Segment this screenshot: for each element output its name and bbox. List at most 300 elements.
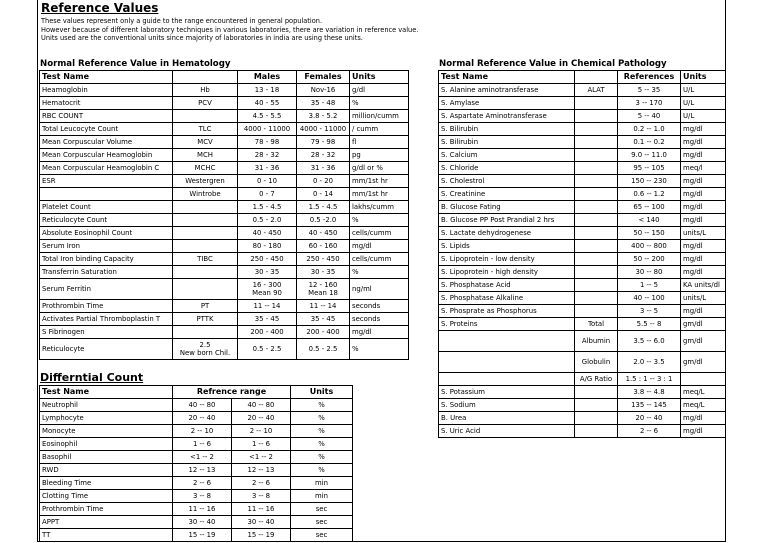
table-cell: meq/L <box>681 399 726 412</box>
table-cell: sec <box>291 516 353 529</box>
table-cell: S. Lipids <box>439 240 575 253</box>
table-cell: units/L <box>681 292 726 305</box>
table-cell: 5 -- 35 <box>618 84 681 97</box>
table-cell: Prothrombin Time <box>40 300 173 313</box>
table-cell: ALAT <box>575 84 618 97</box>
table-cell: 2.5 New born Chil. <box>173 339 238 360</box>
table-cell <box>575 162 618 175</box>
table-cell: ng/ml <box>350 279 409 300</box>
table-cell: Monocyte <box>40 425 173 438</box>
table-cell: 3.8 - 5.2 <box>297 110 350 123</box>
table-cell: 35 - 48 <box>297 97 350 110</box>
table-row <box>40 84 409 97</box>
table-cell: 28 - 32 <box>297 149 350 162</box>
table-cell: 0 - 14 <box>297 188 350 201</box>
table-cell: S Fibrinogen <box>40 326 173 339</box>
table-cell: % <box>350 97 409 110</box>
table-cell: Wintrobe <box>173 188 238 201</box>
table-cell: % <box>350 339 409 360</box>
table-cell: <1 -- 2 <box>173 451 232 464</box>
table-cell: 0.2 -- 1.0 <box>618 123 681 136</box>
table-cell: Activates Partial Thromboplastin T <box>40 313 173 326</box>
table-cell: PT <box>173 300 238 313</box>
table-cell: gm/dl <box>681 352 726 373</box>
table-cell: S. Uric Acid <box>439 425 575 438</box>
table-cell: Reticulocyte Count <box>40 214 173 227</box>
table-cell: seconds <box>350 313 409 326</box>
table-cell: gm/dl <box>681 331 726 352</box>
table-cell: Total Leucocyte Count <box>40 123 173 136</box>
table-cell <box>575 136 618 149</box>
page-title: Reference Values <box>41 1 159 15</box>
table-cell: 12 -- 13 <box>232 464 291 477</box>
table-cell: 12 -- 13 <box>173 464 232 477</box>
col-header: Units <box>350 71 409 84</box>
table-cell: 1 -- 6 <box>232 438 291 451</box>
table-cell: 250 - 450 <box>297 253 350 266</box>
table-cell: 50 -- 150 <box>618 227 681 240</box>
col-header: Males <box>238 71 297 84</box>
table-cell: % <box>291 399 353 412</box>
table-cell: 1 -- 6 <box>173 438 232 451</box>
table-row <box>40 162 409 175</box>
table-row <box>439 162 726 175</box>
table-cell: 20 -- 40 <box>618 412 681 425</box>
table-cell: Albumin <box>575 331 618 352</box>
table-row <box>439 253 726 266</box>
table-cell: mg/dl <box>681 425 726 438</box>
table-cell: mg/dl <box>681 266 726 279</box>
table-cell: 40 -- 100 <box>618 292 681 305</box>
table-cell: 0.5 - 2.5 <box>238 339 297 360</box>
table-row <box>439 305 726 318</box>
table-cell: 2 -- 6 <box>618 425 681 438</box>
table-cell <box>575 240 618 253</box>
table-cell: MCH <box>173 149 238 162</box>
table-cell <box>575 149 618 162</box>
table-cell: S. Potassium <box>439 386 575 399</box>
table-cell: 1.5 - 4.5 <box>238 201 297 214</box>
table-row <box>439 240 726 253</box>
table-row <box>40 326 409 339</box>
table-row <box>439 266 726 279</box>
table-row <box>439 386 726 399</box>
table-cell: meq/l <box>681 162 726 175</box>
table-cell: S. Lactate dehydrogenese <box>439 227 575 240</box>
table-cell: PTTK <box>173 313 238 326</box>
table-cell <box>575 175 618 188</box>
table-row <box>40 227 409 240</box>
table-cell <box>173 227 238 240</box>
table-row <box>40 425 353 438</box>
table-cell: Hb <box>173 84 238 97</box>
table-cell: % <box>291 425 353 438</box>
table-cell: Basophil <box>40 451 173 464</box>
table-cell: 9.0 -- 11.0 <box>618 149 681 162</box>
col-header <box>173 71 238 84</box>
table-cell: Westergren <box>173 175 238 188</box>
table-cell <box>439 352 575 373</box>
table-cell <box>575 227 618 240</box>
table-cell: MCV <box>173 136 238 149</box>
table-cell: RWD <box>40 464 173 477</box>
table-cell: sec <box>291 529 353 542</box>
table-cell: S. Chloride <box>439 162 575 175</box>
table-cell <box>575 279 618 292</box>
intro-line: However because of different laboratory techniques in various laboratories, there are variation in reference value. <box>41 25 419 34</box>
table-cell: 30 -- 40 <box>232 516 291 529</box>
table-cell: 400 -- 800 <box>618 240 681 253</box>
table-cell: Absolute Eosinophil Count <box>40 227 173 240</box>
table-cell: 30 -- 40 <box>173 516 232 529</box>
table-row <box>439 123 726 136</box>
table-cell: S. Phosprate as Phosphorus <box>439 305 575 318</box>
table-cell: Total Iron binding Capacity <box>40 253 173 266</box>
table-cell: TLC <box>173 123 238 136</box>
hematology-table <box>39 70 409 360</box>
table-cell: Bleeding Time <box>40 477 173 490</box>
table-cell: Clotting Time <box>40 490 173 503</box>
table-cell: mg/dl <box>681 123 726 136</box>
table-row <box>40 201 409 214</box>
table-cell <box>575 399 618 412</box>
table-cell <box>575 253 618 266</box>
table-cell: 0.1 -- 0.2 <box>618 136 681 149</box>
table-row <box>40 399 353 412</box>
table-cell: 4.5 - 5.5 <box>238 110 297 123</box>
table-cell: mg/dl <box>681 149 726 162</box>
table-cell: Platelet Count <box>40 201 173 214</box>
table-cell: 15 -- 19 <box>173 529 232 542</box>
table-cell: 2 -- 10 <box>173 425 232 438</box>
table-cell <box>173 266 238 279</box>
table-row <box>40 313 409 326</box>
table-row <box>439 279 726 292</box>
table-cell: A/G Ratio <box>575 373 618 386</box>
table-cell: 16 - 300 Mean 90 <box>238 279 297 300</box>
table-cell: S. Proteins <box>439 318 575 331</box>
table-cell: 2.0 -- 3.5 <box>618 352 681 373</box>
table-cell: RBC COUNT <box>40 110 173 123</box>
table-row <box>439 352 726 373</box>
table-cell: Mean Corpuscular Heamoglobin C <box>40 162 173 175</box>
table-cell: 2 -- 6 <box>173 477 232 490</box>
table-cell: S. Creatinine <box>439 188 575 201</box>
chemical-table <box>438 70 726 438</box>
table-cell: Mean Corpuscular Heamoglobin <box>40 149 173 162</box>
table-cell <box>681 373 726 386</box>
table-row <box>439 373 726 386</box>
table-cell: 3.5 -- 6.0 <box>618 331 681 352</box>
table-cell: 31 - 36 <box>238 162 297 175</box>
table-cell: gm/dl <box>681 318 726 331</box>
table-cell <box>575 266 618 279</box>
table-row <box>439 149 726 162</box>
table-cell: 150 -- 230 <box>618 175 681 188</box>
table-cell <box>173 326 238 339</box>
table-cell: <1 -- 2 <box>232 451 291 464</box>
col-header <box>575 71 618 84</box>
table-cell: Hematocrit <box>40 97 173 110</box>
table-cell: min <box>291 490 353 503</box>
table-cell: Globulin <box>575 352 618 373</box>
table-cell: 5.5 -- 8 <box>618 318 681 331</box>
table-cell: U/L <box>681 110 726 123</box>
table-cell: meq/L <box>681 386 726 399</box>
col-header: Females <box>297 71 350 84</box>
table-cell: g/dl <box>350 84 409 97</box>
table-cell: 3 -- 8 <box>232 490 291 503</box>
table-row <box>439 175 726 188</box>
table-cell: Nov-16 <box>297 84 350 97</box>
table-row <box>40 149 409 162</box>
table-cell: 250 - 450 <box>238 253 297 266</box>
table-cell: 3.8 -- 4.8 <box>618 386 681 399</box>
table-cell: S. Bilirubin <box>439 136 575 149</box>
table-cell: 35 - 45 <box>297 313 350 326</box>
table-row <box>40 412 353 425</box>
table-cell: mg/dl <box>681 136 726 149</box>
table-cell: seconds <box>350 300 409 313</box>
table-cell: 3 -- 5 <box>618 305 681 318</box>
table-cell: % <box>291 451 353 464</box>
table-row <box>40 503 353 516</box>
table-cell <box>575 412 618 425</box>
table-cell: 0.5 - 2.5 <box>297 339 350 360</box>
table-cell: 200 - 400 <box>238 326 297 339</box>
table-row <box>439 318 726 331</box>
table-cell <box>575 97 618 110</box>
table-row <box>439 110 726 123</box>
table-cell: S. Phosphatase Acid <box>439 279 575 292</box>
table-cell <box>575 305 618 318</box>
table-cell: S. Amylase <box>439 97 575 110</box>
table-cell <box>575 201 618 214</box>
table-cell: 3 -- 170 <box>618 97 681 110</box>
table-cell <box>173 279 238 300</box>
table-cell: 11 -- 14 <box>238 300 297 313</box>
table-cell: S. Lipoprotein - low density <box>439 253 575 266</box>
table-cell: 1 -- 5 <box>618 279 681 292</box>
table-cell <box>40 188 173 201</box>
col-header: Units <box>681 71 726 84</box>
table-cell: 11 -- 14 <box>297 300 350 313</box>
chemical-heading: Normal Reference Value in Chemical Pathology <box>439 59 667 69</box>
table-cell: < 140 <box>618 214 681 227</box>
table-row <box>40 490 353 503</box>
table-row <box>439 425 726 438</box>
table-row <box>439 292 726 305</box>
table-cell: 4000 - 11000 <box>297 123 350 136</box>
col-header: Units <box>291 386 353 399</box>
table-cell: sec <box>291 503 353 516</box>
table-row <box>40 214 409 227</box>
table-row <box>40 300 409 313</box>
table-cell: 4000 - 11000 <box>238 123 297 136</box>
table-cell: 20 -- 40 <box>232 412 291 425</box>
table-cell: cells/cumm <box>350 253 409 266</box>
table-row <box>40 339 409 360</box>
table-cell: B. Urea <box>439 412 575 425</box>
table-row <box>40 477 353 490</box>
table-cell: min <box>291 477 353 490</box>
table-cell: 30 - 35 <box>238 266 297 279</box>
table-row <box>40 123 409 136</box>
table-row <box>439 399 726 412</box>
table-cell: % <box>350 266 409 279</box>
table-cell: mg/dl <box>350 240 409 253</box>
table-cell <box>173 240 238 253</box>
table-cell: mg/dl <box>350 326 409 339</box>
table-row <box>439 97 726 110</box>
table-cell: Prothrombin Time <box>40 503 173 516</box>
table-cell: S. Sodium <box>439 399 575 412</box>
table-row <box>40 136 409 149</box>
table-cell: TIBC <box>173 253 238 266</box>
table-cell: S. Phosphatase Alkaline <box>439 292 575 305</box>
table-cell: Eosinophil <box>40 438 173 451</box>
table-row <box>40 516 353 529</box>
table-cell: mg/dl <box>681 175 726 188</box>
table-cell: S. Alanine aminotransferase <box>439 84 575 97</box>
table-cell: 1.5 - 4.5 <box>297 201 350 214</box>
table-cell: 35 - 45 <box>238 313 297 326</box>
table-cell <box>575 292 618 305</box>
table-cell: 30 -- 80 <box>618 266 681 279</box>
table-cell: 40 - 450 <box>297 227 350 240</box>
table-cell: 78 - 98 <box>238 136 297 149</box>
table-cell: 60 - 160 <box>297 240 350 253</box>
table-cell: 0.5 -2.0 <box>297 214 350 227</box>
table-cell: mm/1st hr <box>350 175 409 188</box>
table-row <box>40 253 409 266</box>
table-cell: 135 -- 145 <box>618 399 681 412</box>
table-cell: 3 -- 8 <box>173 490 232 503</box>
table-cell <box>173 201 238 214</box>
table-cell: 0.6 -- 1.2 <box>618 188 681 201</box>
table-row <box>40 175 409 188</box>
table-cell: 40 -- 80 <box>173 399 232 412</box>
table-cell: 200 - 400 <box>297 326 350 339</box>
table-cell: 40 -- 80 <box>232 399 291 412</box>
table-cell: APPT <box>40 516 173 529</box>
table-row <box>40 110 409 123</box>
table-cell: mg/dl <box>681 214 726 227</box>
table-cell <box>575 214 618 227</box>
table-row <box>40 240 409 253</box>
table-cell: pg <box>350 149 409 162</box>
table-cell: % <box>291 464 353 477</box>
table-cell: 79 - 98 <box>297 136 350 149</box>
col-header: Test Name <box>439 71 575 84</box>
table-cell <box>575 425 618 438</box>
table-cell: TT <box>40 529 173 542</box>
table-row <box>439 136 726 149</box>
table-cell: 31 - 36 <box>297 162 350 175</box>
table-cell: 0.5 - 2.0 <box>238 214 297 227</box>
table-cell: 80 - 180 <box>238 240 297 253</box>
table-cell: mg/dl <box>681 412 726 425</box>
table-row <box>439 188 726 201</box>
table-row <box>439 331 726 352</box>
table-cell: U/L <box>681 97 726 110</box>
table-row <box>40 188 409 201</box>
table-cell <box>575 123 618 136</box>
table-cell: 2 -- 6 <box>232 477 291 490</box>
table-row <box>40 266 409 279</box>
table-cell: Lymphocyte <box>40 412 173 425</box>
intro-text <box>41 17 418 43</box>
table-cell: % <box>350 214 409 227</box>
table-cell: 5 -- 40 <box>618 110 681 123</box>
table-cell: 11 -- 16 <box>232 503 291 516</box>
table-cell: units/L <box>681 227 726 240</box>
table-cell: S. Aspartate Aminotransferase <box>439 110 575 123</box>
table-row <box>40 464 353 477</box>
table-cell <box>575 188 618 201</box>
table-row <box>439 227 726 240</box>
table-cell <box>575 386 618 399</box>
col-header: Test Name <box>40 71 173 84</box>
table-row <box>40 279 409 300</box>
table-cell: 65 -- 100 <box>618 201 681 214</box>
table-cell <box>439 331 575 352</box>
table-cell: fl <box>350 136 409 149</box>
table-cell: Heamoglobin <box>40 84 173 97</box>
table-cell: 0 - 10 <box>238 175 297 188</box>
table-cell: 12 - 160 Mean 18 <box>297 279 350 300</box>
table-cell: 1.5 : 1 -- 3 : 1 <box>618 373 681 386</box>
table-cell: U/L <box>681 84 726 97</box>
table-cell: MCHC <box>173 162 238 175</box>
table-cell: million/cumm <box>350 110 409 123</box>
table-cell: Serum Iron <box>40 240 173 253</box>
table-cell <box>575 110 618 123</box>
table-cell: Serum Ferritin <box>40 279 173 300</box>
table-cell: Neutrophil <box>40 399 173 412</box>
table-cell: Total <box>575 318 618 331</box>
differential-table <box>39 385 353 542</box>
table-row <box>439 201 726 214</box>
table-row <box>40 529 353 542</box>
table-row <box>439 412 726 425</box>
table-cell: PCV <box>173 97 238 110</box>
table-cell <box>173 214 238 227</box>
table-cell: 15 -- 19 <box>232 529 291 542</box>
table-row <box>439 214 726 227</box>
table-cell: S. Bilirubin <box>439 123 575 136</box>
table-cell: 28 - 32 <box>238 149 297 162</box>
table-cell: mg/dl <box>681 253 726 266</box>
col-header: References <box>618 71 681 84</box>
table-row <box>40 97 409 110</box>
intro-line: Units used are the conventional units since majority of laboratories in india are using these units. <box>41 34 363 43</box>
table-cell: S. Lipoprotein - high density <box>439 266 575 279</box>
table-cell: ESR <box>40 175 173 188</box>
table-cell: 95 -- 105 <box>618 162 681 175</box>
table-cell: 40 - 450 <box>238 227 297 240</box>
table-row <box>40 438 353 451</box>
table-cell: 2 -- 10 <box>232 425 291 438</box>
intro-line: These values represent only a guide to the range encountered in general population. <box>41 17 323 25</box>
table-cell: S. Calcium <box>439 149 575 162</box>
table-cell: 0 - 7 <box>238 188 297 201</box>
table-cell: Reticulocyte <box>40 339 173 360</box>
table-cell: 0 - 20 <box>297 175 350 188</box>
col-header: Test Name <box>40 386 173 399</box>
table-row <box>40 451 353 464</box>
table-row <box>439 84 726 97</box>
